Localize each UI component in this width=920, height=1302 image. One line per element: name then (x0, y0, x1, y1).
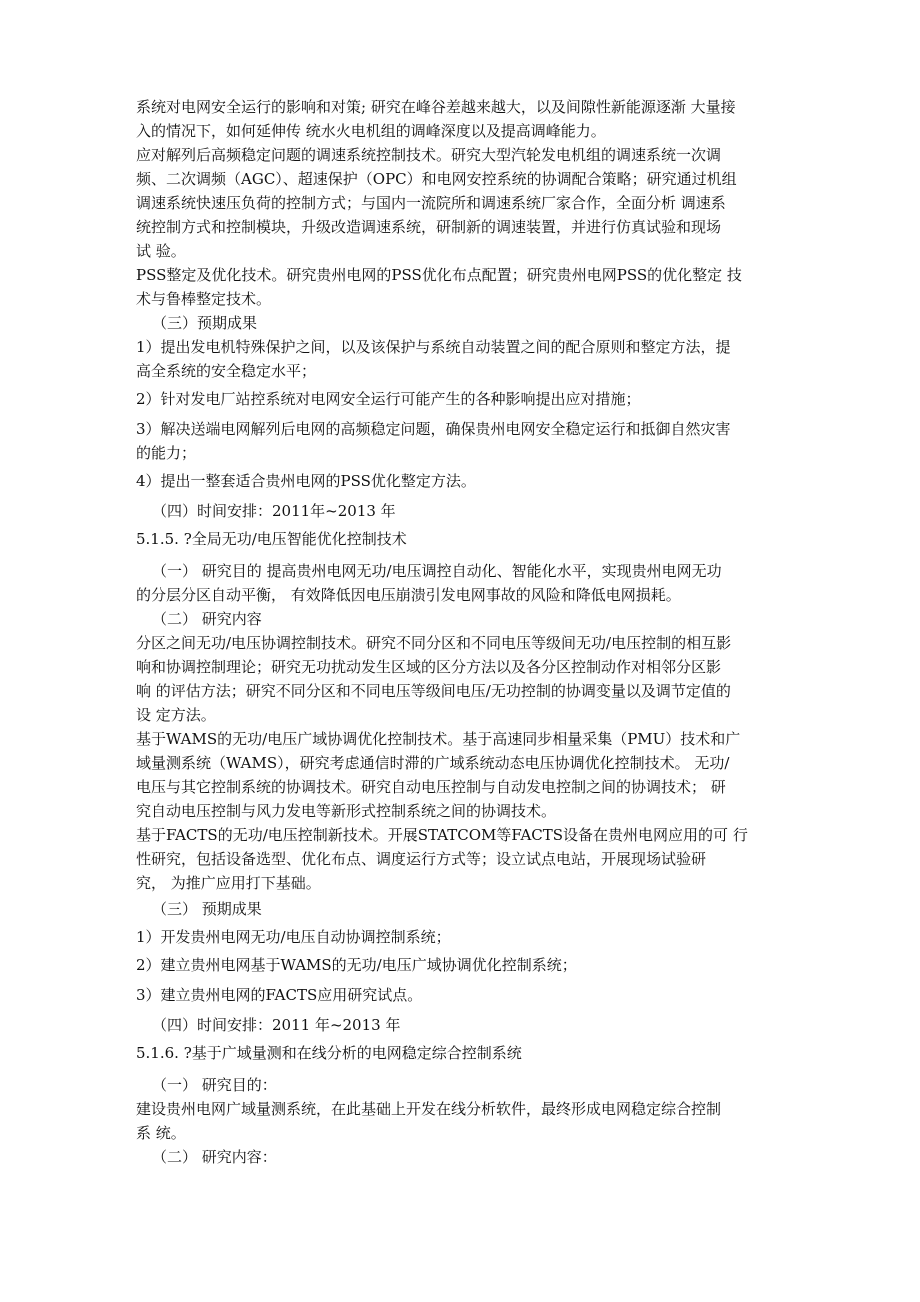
text-line: 系统对电网安全运行的影响和对策; 研究在峰谷差越来越大，以及间隙性新能源逐渐 大量接 (136, 98, 736, 116)
section-heading: （四）时间安排：2011年~2013 年 (152, 502, 396, 520)
section-heading: （一） 研究目的： (152, 1076, 277, 1094)
text-line: 响 的评估方法；研究不同分区和不同电压等级间电压/无功控制的协调变量以及调节定值的 (136, 682, 731, 700)
text-line: PSS整定及优化技术。研究贵州电网的PSS优化布点配置；研究贵州电网PSS的优化整定 技 (136, 266, 742, 284)
text-line: 应对解列后高频稳定问题的调速系统控制技术。研究大型汽轮发电机组的调速系统一次调 (136, 146, 722, 164)
text-line: 基于FACTS的无功/电压控制新技术。开展STATCOM等FACTS设备在贵州电网应用的可 行 (136, 826, 748, 844)
text-line: 建设贵州电网广域量测系统，在此基础上开发在线分析软件，最终形成电网稳定综合控制 (136, 1100, 722, 1118)
text-line: 调速系统快速压负荷的控制方式；与国内一流院所和调速系统厂家合作，全面分析 调速系 (136, 194, 726, 212)
text-line: 设 定方法。 (136, 706, 216, 724)
list-item: 1）开发贵州电网无功/电压自动协调控制系统； (136, 928, 451, 946)
section-heading: （二） 研究内容 (152, 610, 262, 628)
text-line: 响和协调控制理论；研究无功扰动发生区域的区分方法以及各分区控制动作对相邻分区影 (136, 658, 722, 676)
text-line: 基于WAMS的无功/电压广域协调优化控制技术。基于高速同步相量采集（PMU）技术和广 (136, 730, 741, 748)
list-item-continued: 高全系统的安全稳定水平； (136, 362, 317, 380)
section-heading: （三） 预期成果 (152, 900, 262, 918)
list-item: 2）建立贵州电网基于WAMS的无功/电压广域协调优化控制系统； (136, 956, 577, 974)
text-line: 性研究，包括设备选型、优化布点、调度运行方式等；设立试点电站，开展现场试验研 (136, 850, 707, 868)
text-line: 术与鲁棒整定技术。 (136, 290, 272, 308)
text-line: 的分层分区自动平衡， 有效降低因电压崩溃引发电网事故的风险和降低电网损耗。 (136, 586, 681, 604)
text-line: 究， 为推广应用打下基础。 (136, 874, 321, 892)
subsection-heading: 5.1.5. ?全局无功/电压智能优化控制技术 (136, 530, 407, 548)
section-heading: （二） 研究内容： (152, 1148, 277, 1166)
text-line: 分区之间无功/电压协调控制技术。研究不同分区和不同电压等级间无功/电压控制的相互影 (136, 634, 732, 652)
section-heading: （一） 研究目的 提高贵州电网无功/电压调控自动化、智能化水平，实现贵州电网无功 (152, 562, 722, 580)
list-item: 4）提出一整套适合贵州电网的PSS优化整定方法。 (136, 472, 476, 490)
text-line: 究自动电压控制与风力发电等新形式控制系统之间的协调技术。 (136, 802, 557, 820)
text-line: 统控制方式和控制模块，升级改造调速系统，研制新的调速装置，并进行仿真试验和现场 (136, 218, 722, 236)
list-item: 2）针对发电厂站控系统对电网安全运行可能产生的各种影响提出应对措施； (136, 390, 641, 408)
text-line: 试 验。 (136, 242, 186, 260)
text-line: 系 统。 (136, 1124, 186, 1142)
text-line: 频、二次调频（AGC）、超速保护（OPC）和电网安控系统的协调配合策略；研究通过机组 (136, 170, 737, 188)
list-item: 1）提出发电机特殊保护之间，以及该保护与系统自动装置之间的配合原则和整定方法，提 (136, 338, 731, 356)
list-item: 3）建立贵州电网的FACTS应用研究试点。 (136, 986, 423, 1004)
list-item-continued: 的能力； (136, 444, 197, 462)
subsection-heading: 5.1.6. ?基于广域量测和在线分析的电网稳定综合控制系统 (136, 1044, 522, 1062)
list-item: 3）解决送端电网解列后电网的高频稳定问题，确保贵州电网安全稳定运行和抵御自然灾害 (136, 420, 731, 438)
section-heading: （三）预期成果 (152, 314, 258, 332)
section-heading: （四）时间安排：2011 年~2013 年 (152, 1016, 401, 1034)
text-line: 域量测系统（WAMS），研究考虑通信时滞的广域系统动态电压协调优化控制技术。 无功/ (136, 754, 730, 772)
text-line: 入的情况下，如何延伸传 统水火电机组的调峰深度以及提高调峰能力。 (136, 122, 606, 140)
text-line: 电压与其它控制系统的协调技术。研究自动电压控制与自动发电控制之间的协调技术； 研 (136, 778, 726, 796)
